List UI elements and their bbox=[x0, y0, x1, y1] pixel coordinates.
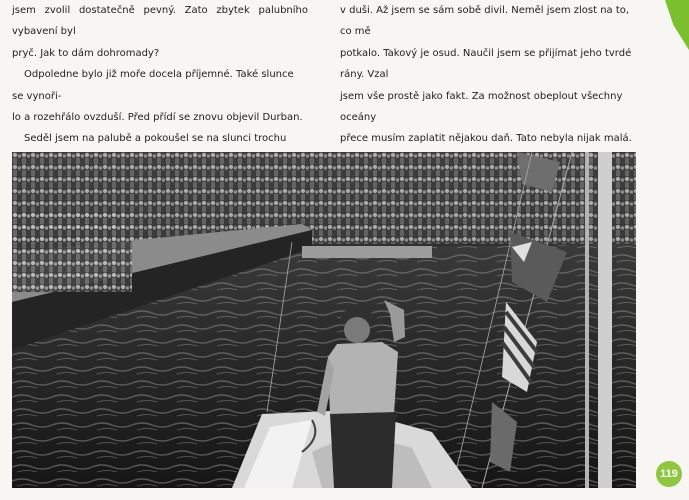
corner-tab-decoration bbox=[665, 0, 689, 50]
text-line: v duši. Až jsem se sám sobě divil. Neměl jsem zlost na to, co mě bbox=[340, 5, 630, 38]
text-line: jsem vše prostě jako fakt. Za možnost obeplout všechny oceány bbox=[340, 90, 623, 124]
text-line: Seděl jsem na palubě a pokoušel se na slunci trochu bbox=[24, 133, 287, 145]
text-line: jsem zvolil dostatečně pevný. Zato zbytek palubního vybavení byl bbox=[12, 5, 308, 38]
text-line: přece musím zaplatit nějakou daň. Tato nebyla nijak malá. bbox=[340, 133, 632, 145]
text-line: potkalo. Takový je osud. Naučil jsem se přijímat jeho tvrdé rány. Vzal bbox=[340, 47, 632, 81]
harbor-photo-illustration bbox=[12, 152, 636, 488]
text-line: lo a rozehřálo ovzduší. Před přídí se znovu objevil Durban. bbox=[12, 112, 303, 124]
paragraph-1 bbox=[12, 0, 308, 64]
text-line: Odpoledne bylo již moře docela příjemné. Také slunce se vynoři- bbox=[12, 69, 294, 102]
paragraph-2 bbox=[12, 64, 308, 128]
harbor-photo bbox=[12, 152, 636, 488]
page-number-badge: 119 bbox=[656, 461, 682, 487]
paragraph-continued bbox=[340, 0, 636, 150]
text-line: pryč. Jak to dám dohromady? bbox=[12, 47, 160, 59]
